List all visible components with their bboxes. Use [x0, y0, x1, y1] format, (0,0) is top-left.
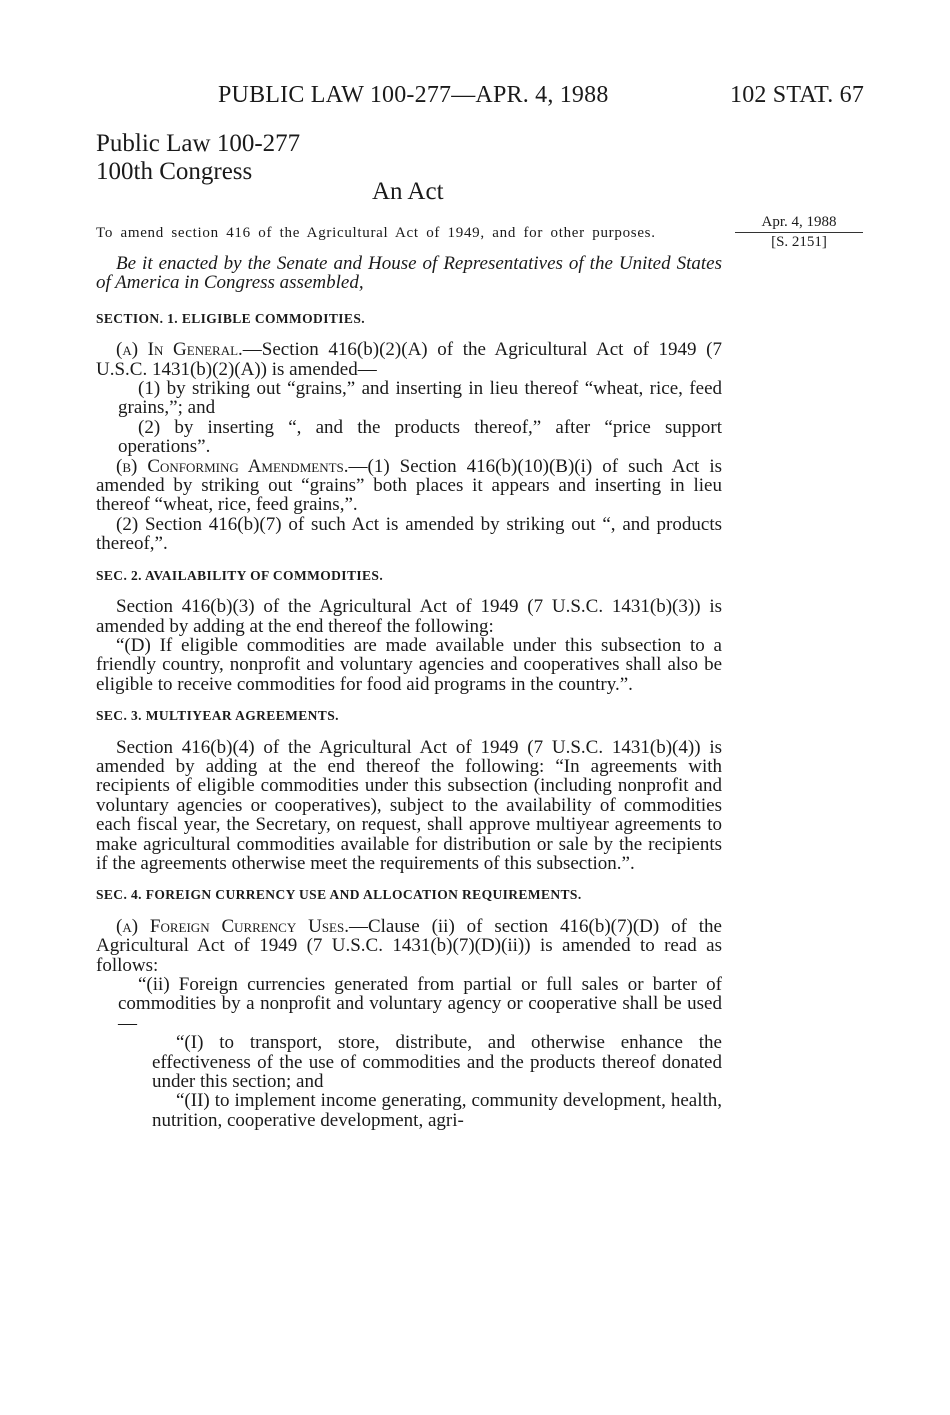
act-purpose: To amend section 416 of the Agricultural Act of 1949, and for other purposes.	[96, 225, 656, 241]
section-3-para-1: Section 416(b)(4) of the Agricultural Act of 1949 (7 U.S.C. 1431(b)(4)) is amended by adding at the end thereof the following: “In agreements with recipients of eligible commodities under this subsection (including nonprofit and voluntary agencies or cooperatives), subject to the availability of commodities each fiscal year, the Secretary, on request, shall approve multiyear agreements to make agricultural commodities available for distribution or sale by the recipients if the agreements otherwise meet the requirements of this subsection.”.	[96, 736, 722, 874]
stat-reference: 102 STAT. 67	[730, 82, 865, 108]
section-1-heading: SECTION. 1. ELIGIBLE COMMODITIES.	[96, 310, 366, 326]
enactment-date: Apr. 4, 1988	[761, 214, 837, 230]
bill-number: [S. 2151]	[771, 234, 827, 250]
subsection-label: (a) Foreign Currency Uses.	[116, 915, 349, 937]
subsection-label: (a) In General.	[116, 339, 243, 361]
enacting-clause: Be it enacted by the Senate and House of Representatives of the United States of America in Congress assembled,	[96, 253, 722, 294]
section-1-a-2: (2) by inserting “, and the products thereof,” after “price support operations”.	[118, 416, 722, 458]
public-law-number: Public Law 100-277	[96, 130, 301, 157]
act-title: An Act	[372, 178, 444, 205]
congress-number: 100th Congress	[96, 158, 253, 185]
section-1-a-1: (1) by striking out “grains,” and inserting in lieu thereof “wheat, rice, feed grains,”; and	[118, 378, 722, 419]
section-2-heading: SEC. 2. AVAILABILITY OF COMMODITIES.	[96, 567, 384, 583]
margin-note	[735, 214, 863, 251]
section-1-b-2: (2) Section 416(b)(7) of such Act is amended by striking out “, and products thereof,”.	[96, 513, 722, 555]
running-title: PUBLIC LAW 100-277—APR. 4, 1988	[218, 82, 609, 108]
section-1-a: (a) In General.—Section 416(b)(2)(A) of the Agricultural Act of 1949 (7 U.S.C. 1431(b)(2)(A)) is amended—	[96, 339, 723, 380]
section-4-subclause-II: “(II) to implement income generating, community development, health, nutrition, cooperative development, agri-	[152, 1090, 722, 1131]
law-body	[96, 254, 722, 1130]
section-1-b: (b) Conforming Amendments.—(1) Section 416(b)(10)(B)(i) of such Act is amended by striking out “grains” both places it appears and inserting in lieu thereof “wheat, rice, feed grains,”.	[96, 455, 722, 516]
subsection-label: (b) Conforming Amendments.	[116, 455, 349, 477]
section-4-clause-ii: “(ii) Foreign currencies generated from partial or full sales or barter of commodities by a nonprofit and voluntary agency or cooperative shall be used—	[118, 974, 722, 1034]
section-2-para-1: Section 416(b)(3) of the Agricultural Act of 1949 (7 U.S.C. 1431(b)(3)) is amended by adding at the end thereof the following:	[96, 596, 722, 637]
section-2-para-2: “(D) If eligible commodities are made available under this subsection to a friendly country, nonprofit and voluntary agencies and cooperatives shall also be eligible to receive commodities for food aid programs in the country.”.	[96, 634, 722, 695]
section-3-heading: SEC. 3. MULTIYEAR AGREEMENTS.	[96, 708, 339, 724]
section-4-subclause-I: “(I) to transport, store, distribute, and otherwise enhance the effectiveness of the use of commodities and the products thereof donated under this section; and	[152, 1032, 722, 1093]
section-4-heading: SEC. 4. FOREIGN CURRENCY USE AND ALLOCATION REQUIREMENTS.	[96, 887, 582, 903]
section-4-a: (a) Foreign Currency Uses.—Clause (ii) of section 416(b)(7)(D) of the Agricultural Act of 1949 (7 U.S.C. 1431(b)(7)(D)(ii)) is amended to read as follows:	[96, 915, 722, 976]
law-identification	[96, 130, 300, 186]
